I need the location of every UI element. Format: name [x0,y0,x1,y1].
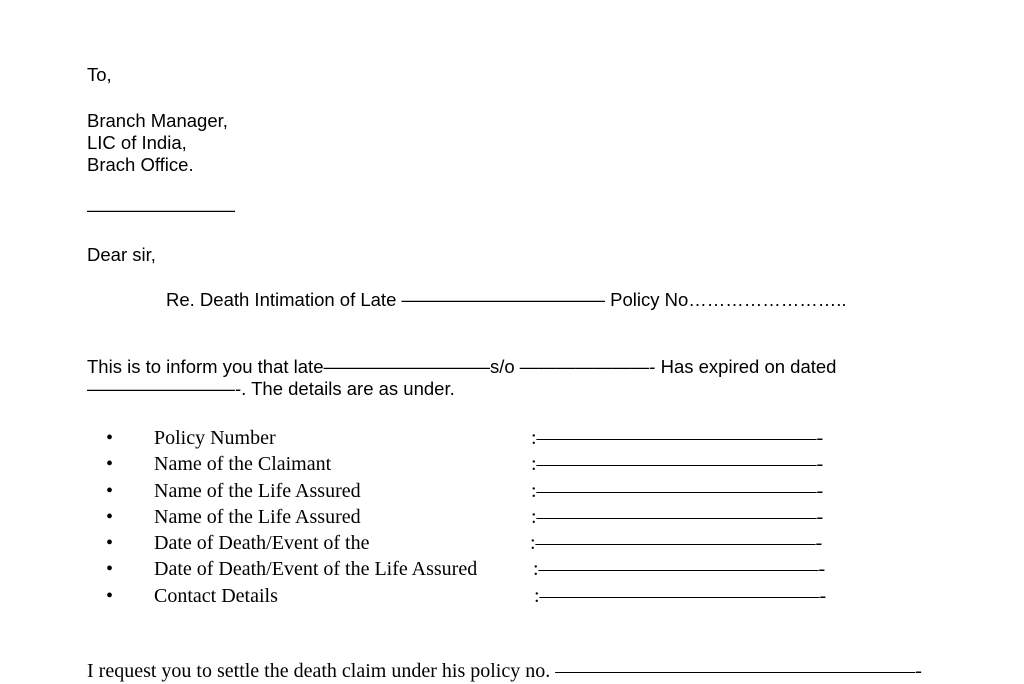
addressee-org: LIC of India, [87,132,187,153]
detail-item-life-assured [100,478,860,504]
detail-label: Policy Number [154,427,276,449]
detail-label: Contact Details [154,584,278,607]
bullet: • [106,479,114,502]
detail-value-blank: :——————————————- [531,479,824,502]
detail-value-blank: :——————————————- [530,532,823,555]
detail-item-policy-number [100,425,860,451]
detail-value-blank: :——————————————- [533,558,826,581]
bullet: • [106,453,114,476]
bullet: • [106,584,114,607]
detail-value-blank: :——————————————- [531,427,824,449]
bullet: • [106,558,114,581]
body-line-1: This is to inform you that late—————————s/o ———————- Has expired on dated [87,356,837,377]
addressee-title: Branch Manager, [87,110,228,131]
bullet: • [106,505,114,528]
closing-request: I request you to settle the death claim under his policy no. ——————————————————- [87,660,922,682]
detail-value-blank: :——————————————- [534,584,827,607]
body-line-2: ————————-. The details are as under. [87,378,455,399]
address-blank-line: ———————— [87,199,235,220]
to-line: To, [87,64,112,85]
detail-label: Date of Death/Event of the [154,532,370,555]
detail-item-date-of-death-life-assured [100,556,860,582]
detail-label: Name of the Life Assured [154,505,361,528]
bullet: • [106,532,114,555]
greeting: Dear sir, [87,244,156,265]
detail-label: Date of Death/Event of the Life Assured [154,558,478,581]
details-list [100,425,860,609]
detail-item-claimant [100,451,860,477]
detail-item-life-assured-2 [100,504,860,530]
detail-label: Name of the Life Assured [154,479,361,502]
addressee-office: Brach Office. [87,154,194,175]
detail-item-contact [100,583,860,609]
detail-value-blank: :——————————————- [531,505,824,528]
bullet: • [106,427,114,449]
detail-value-blank: :——————————————- [531,453,824,476]
detail-item-date-of-death [100,530,860,556]
body-paragraph [87,356,947,400]
subject-line: Re. Death Intimation of Late ——————————— Policy No…………………….. [166,289,847,310]
detail-label: Name of the Claimant [154,453,332,476]
